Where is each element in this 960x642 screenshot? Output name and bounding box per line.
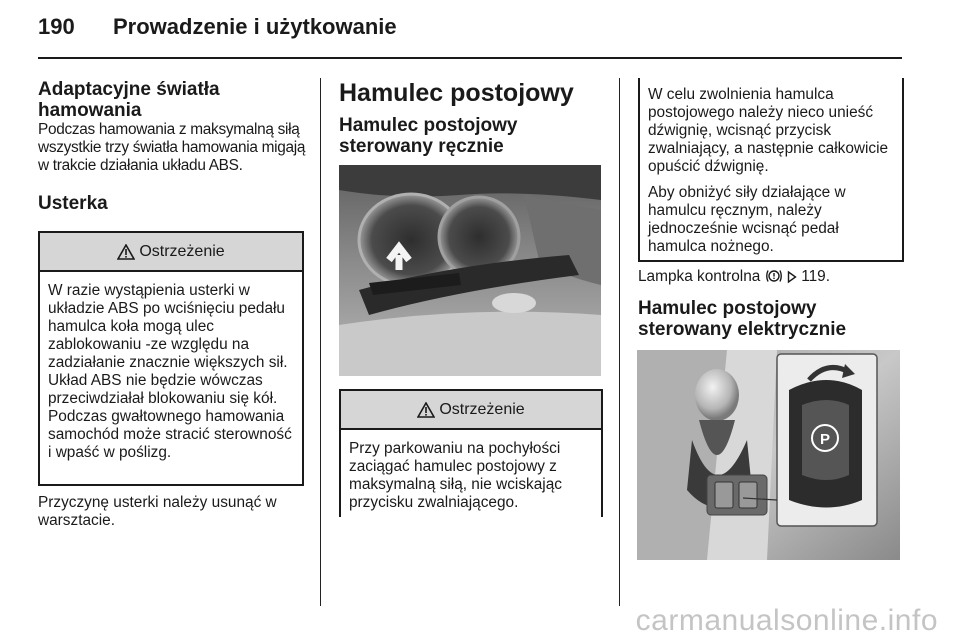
parking-warning-text: Przy parkowaniu na pochyłości zaciągać hamulec postojowy z maksymalną siłą, nie wciskając przycisku zwalniającego. (349, 440, 562, 511)
page-number: 190 (38, 14, 75, 39)
column-divider-right (619, 78, 620, 606)
column-divider-left (320, 78, 321, 606)
abs-warning-text: W razie wystąpienia usterki w układzie ABS po wciśnięciu pedału hamulca koła mogą ulec zablokowaniu -ze względu na zadziałanie znacznie większych sił. Układ ABS nie będzie wówczas przeciwdziałał blokowaniu się kół. Podczas gwałtownego hamowania samochód może stracić sterowność i wpaść w poślizg. (48, 282, 292, 461)
release-instructions-text: W celu zwolnienia hamulca postojowego należy nieco unieść dźwignię, wcisnąć przycisk zwalniający, a następnie całkowicie opuścić dźwignię. (648, 86, 889, 175)
svg-text:P: P (819, 431, 831, 448)
parking-brake-lamp-icon (765, 268, 783, 284)
control-lamp-page-ref: 119. (801, 268, 830, 285)
page-reference-triangle-icon (787, 270, 797, 284)
heading-adaptive-brake-lights: Adaptacyjne światła hamowania (38, 79, 220, 121)
warning-title: Ostrzeżenie (139, 242, 225, 260)
adaptive-brake-lights-text: Podczas hamowania z maksymalną siłą wszystkie trzy światła hamowania migają w trakcie działania układu ABS. (38, 121, 306, 174)
heading-manual-parking-brake: Hamulec postojowy sterowany ręcznie (339, 115, 518, 157)
heading-parking-brake: Hamulec postojowy (339, 79, 574, 107)
control-lamp-reference (638, 268, 900, 286)
warning-header (40, 233, 302, 272)
section-title: Prowadzenie i użytkowanie (113, 14, 397, 39)
heading-fault: Usterka (38, 193, 108, 214)
warning-header (341, 391, 601, 430)
control-lamp-label: Lampka kontrolna (638, 268, 761, 285)
electric-parking-brake-photo (637, 350, 900, 560)
middle-column (339, 79, 604, 157)
heading-electric-parking-brake: Hamulec postojowy sterowany elektrycznie (638, 298, 847, 340)
reduce-force-text: Aby obniżyć siły działające w hamulcu ręcznym, należy jednocześnie wcisnąć pedał hamulca nożnego. (648, 184, 846, 255)
abs-warning-box (38, 231, 304, 486)
warning-title: Ostrzeżenie (439, 400, 525, 418)
warning-triangle-icon (117, 244, 135, 260)
left-column (38, 79, 308, 214)
warning-triangle-icon (417, 402, 435, 418)
header-rule (38, 57, 902, 59)
parking-warning-box (339, 389, 603, 517)
manual-parking-brake-photo (339, 165, 601, 376)
fault-repair-text: Przyczynę usterki należy usunąć w warsztacie. (38, 494, 277, 529)
release-instructions-box (638, 78, 904, 262)
watermark: carmanualsonline.info (635, 604, 938, 637)
